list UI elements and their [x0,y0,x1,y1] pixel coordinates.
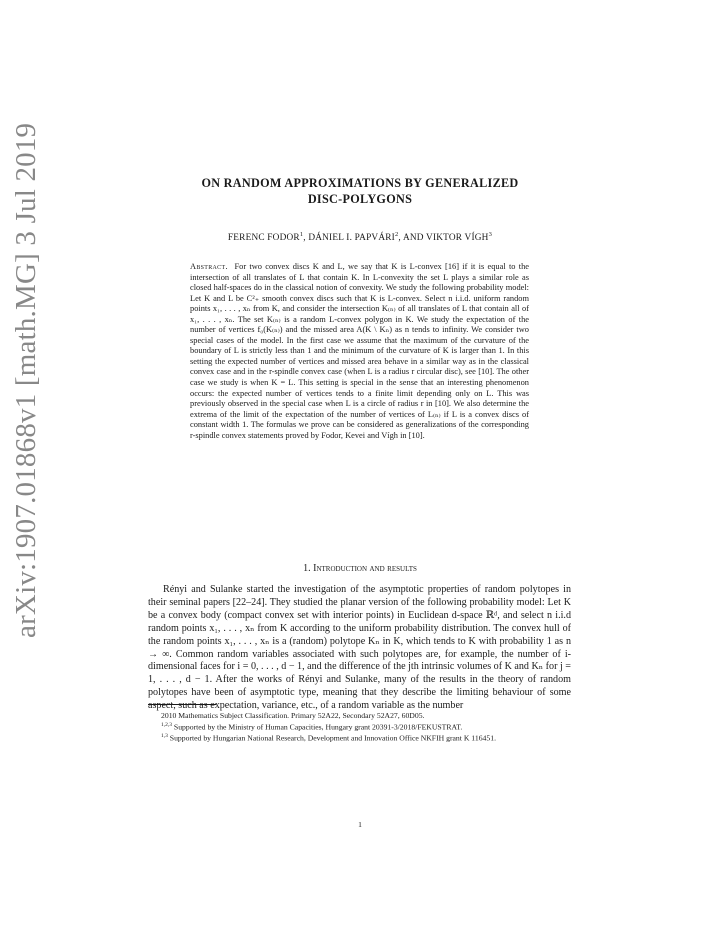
author-2-mark: 2 [394,231,399,238]
author-2: , DÁNIEL I. PAPVÁRI [303,233,395,244]
footnote-grant-2-mark: 1,3 [161,733,168,740]
abstract-text: For two convex discs K and L, we say that K is L-convex [16] if it is equal to the intersection of all translates of L that contain K. In L-convexity the set L plays a similar role as closed half-spaces do in the classical notion of convexity. We study the following probability model: Let K and L be C²₊ smooth convex discs such that K is L-convex. Select n i.i.d. uniform random points x₁, . . . , xₙ from K, and consider the intersection K₍ₙ₎ of all translates of L that contain all of x₁, . . . , xₙ. The set K₍ₙ₎ is a random L-convex polygon in K. We study the expectation of the number of vertices f₀(K₍ₙ₎) and the missed area A(K \ Kₙ) as n tends to infinity. We consider two special cases of the model. In the first case we assume that the maximum of the curvature of the boundary of L is strictly less than 1 and the minimum of the curvature of K is larger than 1. In this setting the expected number of vertices and missed area behave in a similar way as in the classical convex case and in the r-spindle convex case (when L is a radius r circular disc), see [10]. The other case we study is when K = L. This setting is special in the sense that an interesting phenomenon occurs: the expected number of vertices tends to a finite limit depending only on L. This was previously observed in the special case when L is a circle of radius r in [10]. We also determine the extrema of the limit of the expectation of the number of vertices of L₍ₙ₎ if L is a convex discs of constant width 1. The formulas we prove can be considered as generalizations of the corresponding r-spindle convex statements proved by Fodor, Kevei and Vígh in [10]. [190,262,530,440]
page-number: 1 [358,820,362,829]
body-text [148,584,571,713]
footnote-rule [148,704,216,705]
author-3: , AND VIKTOR VÍGH [398,233,489,244]
author-1: FERENC FODOR [227,233,300,244]
section-title: Introduction and results [313,563,417,574]
footnote-msc: 2010 Mathematics Subject Classification. Primary 52A22, Secondary 52A27, 60D05. [161,711,425,720]
footnote-grant-1-text: Supported by the Ministry of Human Capacities, Hungary grant 20391-3/2018/FEKUSTRAT. [172,722,463,732]
footnote-grant-1-mark: 1,2,3 [161,721,172,728]
section-heading [140,563,580,574]
footnote-grant-1 [148,721,571,732]
paper-title [140,175,580,207]
author-1-mark: 1 [299,231,304,238]
footnotes [148,711,571,744]
arxiv-identifier-stamp: arXiv:1907.01868v1 [math.MG] 3 Jul 2019 [10,122,42,638]
title-line-1: ON RANDOM APPROXIMATIONS BY GENERALIZED [201,176,519,190]
title-line-2: DISC-POLYGONS [307,192,413,206]
author-3-mark: 3 [488,231,493,238]
section-number: 1. [303,563,311,574]
footnote-grant-2-text: Supported by Hungarian National Research, Development and Innovation Office NKFIH grant K 116451. [167,733,497,743]
abstract-label: Abstract. [190,262,228,271]
footnote-grant-2 [148,732,571,743]
abstract [190,262,529,441]
author-list [140,231,580,243]
intro-paragraph: Rényi and Sulanke started the investigation of the asymptotic properties of random polytopes in their seminal papers [22–24]. They studied the planar version of the following probability model: Let K be a convex body (compact convex set with interior points) in Euclidean d-space ℝᵈ, and select n i.i.d random points x₁, . . . , xₙ from K according to the uniform probability distribution. The convex hull of the random points x₁, . . . , xₙ is a (random) polytope Kₙ in K, which tends to K with probability 1 as n → ∞. Common random variables associated with such polytopes are, for example, the number of i-dimensional faces for i = 0, . . . , d − 1, and the difference of the jth intrinsic volumes of K and Kₙ for j = 1, . . . , d − 1. After the works of Rényi and Sulanke, many of the results in the theory of random polytopes have been of asymptotic type, meaning that they describe the limiting behaviour of some aspect, such as expectation, variance, etc., of a random variable as the number [148,584,571,712]
